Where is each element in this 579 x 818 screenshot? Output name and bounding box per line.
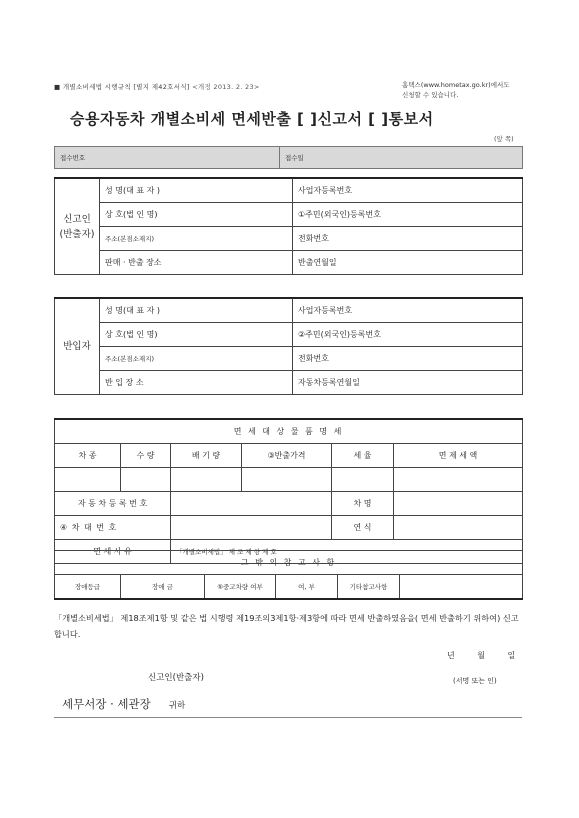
other-notes-table [54, 550, 523, 600]
declarant-trade-name-field[interactable]: 상 호(법 인 명) [100, 203, 293, 227]
declaration-statement: 「개별소비세법」 제18조제1항 및 같은 법 시행령 제19조의3제1항·제3항에 따라 면세 반출하였음을( 면세 반출하기 위하여) 신고합니다. [54, 613, 519, 639]
car-name-label: 차 명 [332, 492, 394, 516]
exemption-reason-label: 면 세 사 유 [55, 540, 171, 564]
goods-col-exempt-amount: 면 제 세 액 [394, 444, 523, 468]
goods-col-type: 차 종 [55, 444, 121, 468]
online-notice-line1: 홈택스(www.hometax.go.kr)에서도 [402, 81, 510, 89]
declarant-place-field[interactable]: 판매 · 반출 장소 [100, 251, 293, 275]
used-car-label: ⑤중고차량 여부 [205, 575, 276, 600]
importer-biz-no-field[interactable]: 사업자등록번호 [293, 298, 523, 323]
online-notice [402, 80, 510, 100]
vehicle-reg-no-label: 자 동 차 등 록 번 호 [55, 492, 171, 516]
model-year-label: 연 식 [332, 516, 394, 540]
regulation-label: 개별소비세법 시행규칙 [별지 제42호서식] [62, 83, 190, 91]
goods-section-title: 면 세 대 상 물 품 명 세 [55, 419, 523, 444]
addressee [62, 696, 185, 712]
form-header [54, 82, 260, 91]
receipt-number-field[interactable]: 접수번호 [55, 147, 280, 169]
goods-qty-input[interactable] [121, 468, 171, 492]
disability-grade-label: 장애등급 [55, 575, 121, 600]
page-side-label: (앞 쪽) [494, 135, 514, 143]
declarant-biz-no-field[interactable]: 사업자등록번호 [293, 178, 523, 203]
importer-resident-no-field[interactable]: ②주민(외국인)등록번호 [293, 323, 523, 347]
importer-table [54, 297, 523, 395]
exemption-reason-field[interactable]: 「개별소비세법」 제 조 제 항 제 호 [171, 540, 523, 564]
signature-field[interactable]: (서명 또는 인) [453, 677, 497, 685]
importer-address-field[interactable]: 주소(본점소재지) [100, 347, 293, 371]
importer-place-field[interactable]: 반 입 장 소 [100, 371, 293, 395]
goods-col-displacement: 배 기 량 [171, 444, 242, 468]
goods-table [54, 418, 523, 564]
date-line[interactable]: 년 월 일 [447, 651, 517, 660]
bottom-divider [54, 717, 522, 718]
model-year-input[interactable] [394, 516, 523, 540]
declarant-name-field[interactable]: 성 명(대 표 자 ) [100, 178, 293, 203]
chassis-no-label: ④ 차 대 번 호 [55, 516, 171, 540]
car-name-input[interactable] [394, 492, 523, 516]
form-title: 승용자동차 개별소비세 면세반출 [ ]신고서 [ ]통보서 [70, 110, 434, 128]
declarant-phone-field[interactable]: 전화번호 [293, 227, 523, 251]
goods-displacement-input[interactable] [171, 468, 242, 492]
addressee-suffix: 귀하 [168, 701, 186, 711]
importer-name-field[interactable]: 성 명(대 표 자 ) [100, 298, 293, 323]
goods-type-input[interactable] [55, 468, 121, 492]
vehicle-reg-no-input[interactable] [171, 492, 332, 516]
declarant-address-field[interactable]: 주소(본점소재지) [100, 227, 293, 251]
importer-phone-field[interactable]: 전화번호 [293, 347, 523, 371]
used-car-yesno[interactable]: 여, 부 [276, 575, 338, 600]
declarant-resident-no-field[interactable]: ①주민(외국인)등록번호 [293, 203, 523, 227]
etc-notes-label: 기타참고사항 [338, 575, 400, 600]
online-notice-line2: 신청할 수 있습니다. [402, 91, 459, 99]
goods-price-input[interactable] [242, 468, 332, 492]
etc-notes-input[interactable] [400, 575, 523, 600]
applicant-label: 신고인(반출자) [148, 673, 204, 683]
chassis-no-input[interactable] [171, 516, 332, 540]
revision-label: <개정 2013. 2. 23> [192, 83, 260, 91]
receipt-date-field[interactable]: 접수일 [280, 147, 523, 169]
receipt-table [54, 146, 523, 169]
addressee-name: 세무서장 · 세관장 [62, 697, 151, 711]
goods-col-rate: 세 율 [332, 444, 394, 468]
goods-rate-input[interactable] [332, 468, 394, 492]
importer-reg-date-field[interactable]: 자동차등록연월일 [293, 371, 523, 395]
declarant-section-label [55, 178, 100, 275]
goods-col-price: ③반출가격 [242, 444, 332, 468]
goods-col-qty: 수 량 [121, 444, 171, 468]
other-notes-title: 그 밖 의 참 고 사 항 [55, 551, 523, 575]
importer-trade-name-field[interactable]: 상 호(법 인 명) [100, 323, 293, 347]
declarant-date-field[interactable]: 반출연월일 [293, 251, 523, 275]
bullet-icon: ■ [54, 83, 61, 91]
declarant-table [54, 177, 523, 275]
importer-section-label: 반입자 [55, 298, 100, 395]
disability-amount-label: 장애 금 [121, 575, 205, 600]
goods-exempt-input[interactable] [394, 468, 523, 492]
declarant-section-text: 신고인 (반출자) [59, 213, 95, 240]
